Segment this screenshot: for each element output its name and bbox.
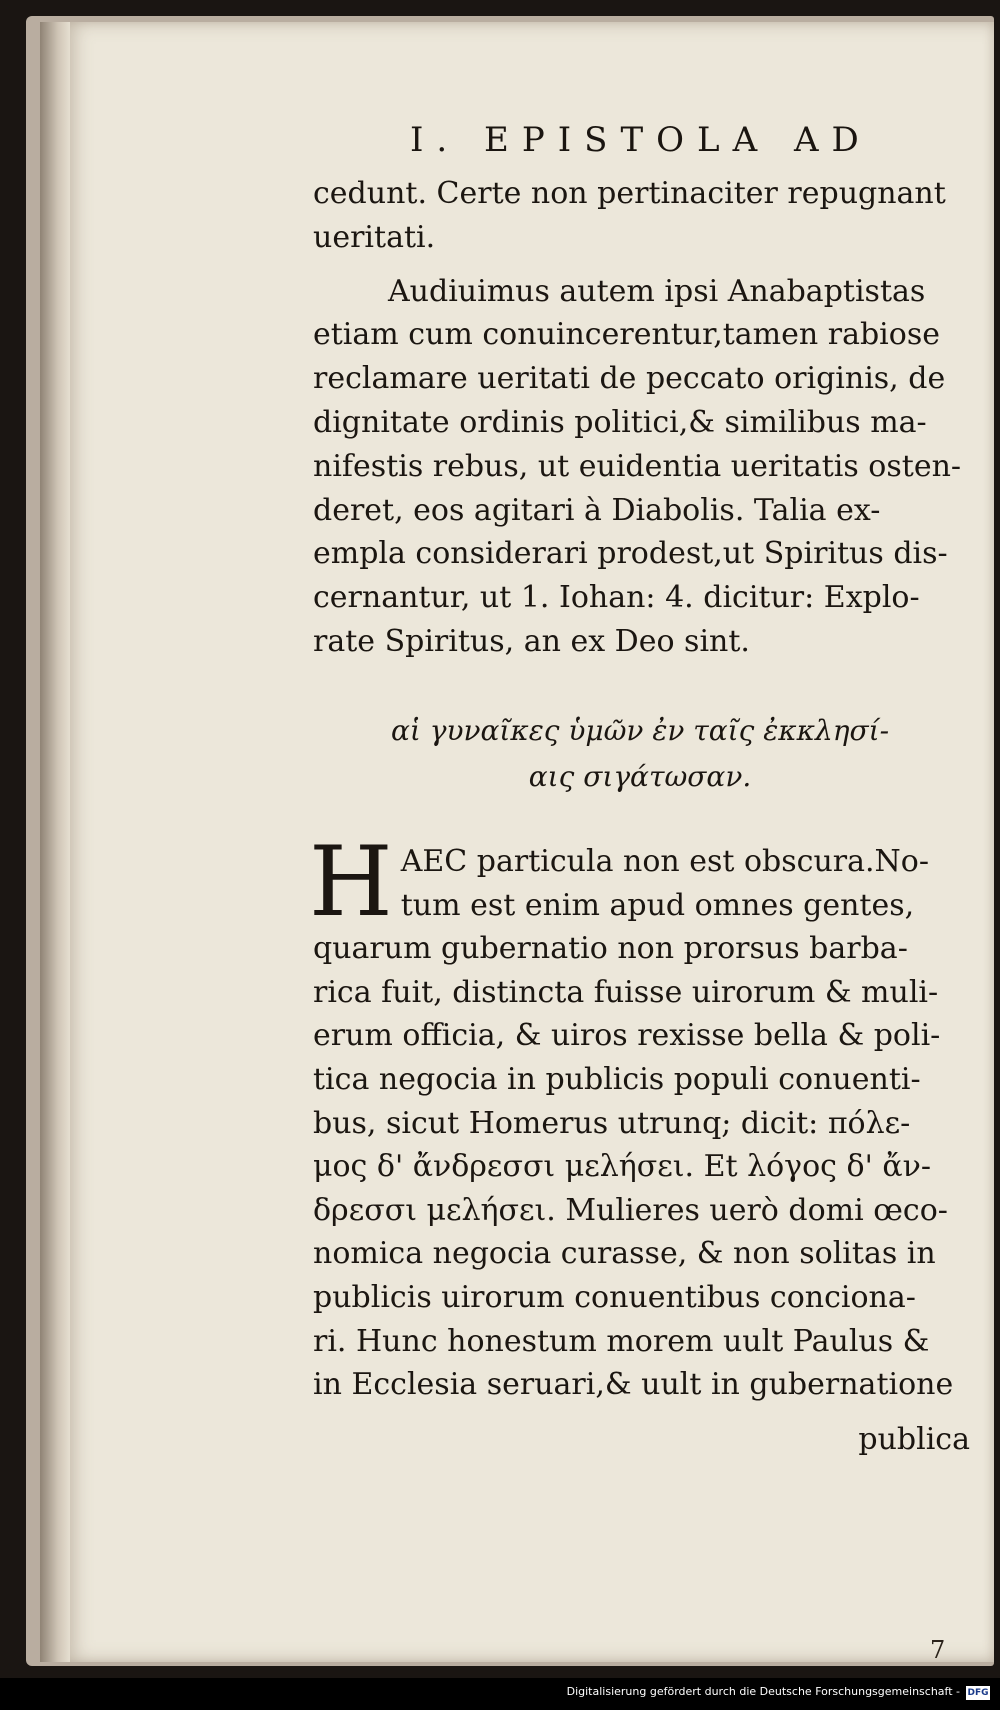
text-line: quarum gubernatio non prorsus barba- [313,931,908,967]
text-line: tum est enim apud omnes gentes, [400,887,915,923]
paragraph-1 [313,172,973,260]
text-line: etiam cum conuincerentur,tamen rabiose [313,317,940,353]
running-head: I. EPISTOLA AD [410,120,872,160]
greek-line: αις σιγάτωσαν. [528,760,752,793]
text-line: erum officia, & uiros rexisse bella & poli- [313,1018,941,1054]
greek-line: αἱ γυναῖκες ὑμῶν ἐν ταῖς ἐκκλησί- [390,714,890,747]
digitization-credit: Digitalisierung gefördert durch die Deutsche Forschungsgemeinschaft - [566,1685,960,1698]
text-line: nomica negocia curasse, & non solitas in [313,1236,936,1272]
commentary-paragraph [313,840,973,1407]
paragraph-2 [313,270,973,664]
text-line: reclamare ueritati de peccato originis, de [313,361,946,397]
page-gutter-shadow [40,22,70,1662]
text-line: AEC particula non est obscura.No- [400,844,929,879]
text-line: μος δ' ἄνδρεσσι μελήσει. Et λόγος δ' ἄν- [313,1149,931,1185]
catchword: publica [858,1422,970,1457]
text-line: nifestis rebus, ut euidentia ueritatis osten- [313,448,962,484]
decorated-initial: H [309,826,393,938]
text-line: rate Spiritus, an ex Deo sint. [313,623,750,659]
text-line: cernantur, ut 1. Iohan: 4. dicitur: Explo- [313,580,920,616]
greek-lemma-heading [300,708,980,800]
text-line: in Ecclesia seruari,& uult in gubernatione [313,1367,954,1403]
text-line: ri. Hunc honestum morem uult Paulus & [313,1323,930,1359]
text-line: cedunt. Certe non pertinaciter repugnant [313,176,946,211]
text-line: ueritati. [313,219,436,255]
text-line: empla considerari prodest,ut Spiritus dis- [313,536,948,572]
text-line: dignitate ordinis politici,& similibus ma- [313,404,927,440]
text-line: rica fuit, distincta fuisse uirorum & muli- [313,974,939,1010]
body-text-top [313,172,973,664]
text-line: tica negocia in publicis populi conuenti- [313,1061,921,1097]
text-line: publicis uirorum conuentibus conciona- [313,1279,916,1315]
text-line: deret, eos agitari à Diabolis. Talia ex- [313,492,881,528]
text-line: δρεσσι μελήσει. Mulieres uerò domi œco- [313,1192,948,1228]
commentary-section [309,826,973,1407]
text-line: Audiuimus autem ipsi Anabaptistas [388,273,926,309]
dfg-logo-icon: DFG [967,1688,989,1698]
text-line: bus, sicut Homerus utrunq; dicit: πόλε- [313,1105,911,1141]
signature-mark: 7 [930,1636,946,1664]
